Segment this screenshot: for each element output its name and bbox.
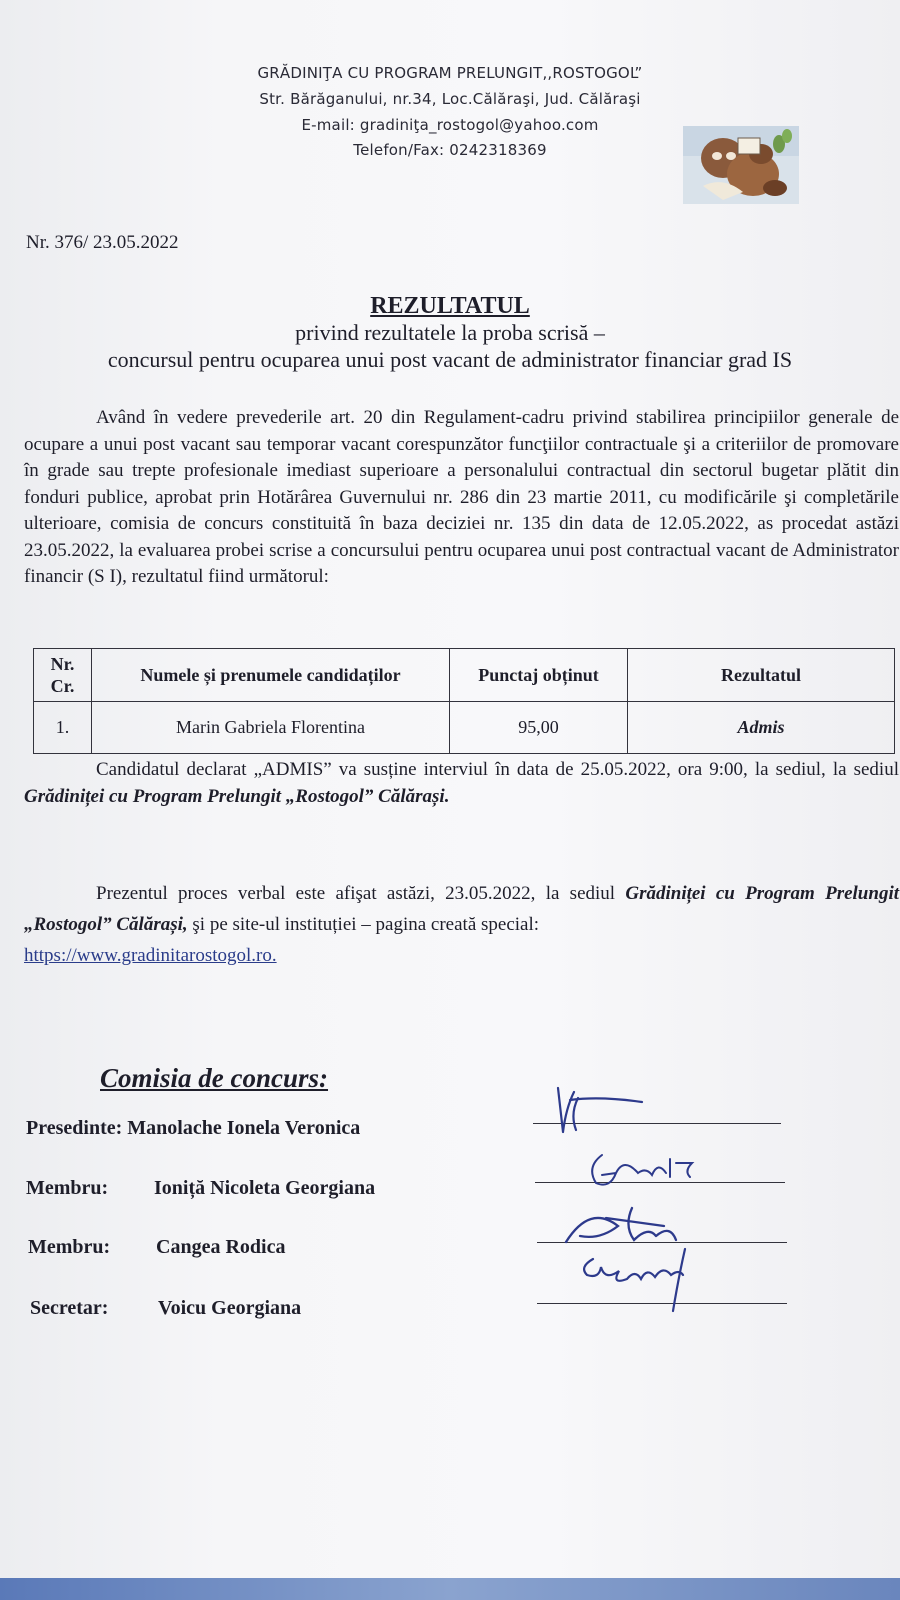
kindergarten-logo-icon [683,126,799,204]
committee-member-secretary [30,1297,301,1320]
posting-place: Grădiniței cu Program Prelungit „Rostogol” Călărași, [24,883,900,935]
member-name: Ioniță Nicoleta Georgiana [154,1177,376,1199]
posting-text-2: şi pe site-ul instituției – pagina creată special: [187,914,540,935]
table-header-row [34,649,895,702]
results-table [33,648,895,754]
member-name: Voicu Georgiana [158,1297,302,1319]
body-paragraph [24,405,899,591]
member-role: Membru: [26,1177,109,1199]
row-nr: 1. [34,702,92,754]
row-result: Admis [628,702,895,754]
interview-place: Grădiniței cu Program Prelungit „Rostogol” Călărași. [24,785,450,807]
committee-member-2 [28,1236,285,1259]
institution-email: E-mail: gradiniţa_rostogol@yahoo.com [301,116,599,134]
member-name: Cangea Rodica [156,1236,286,1258]
member-role: Presedinte: [26,1117,123,1139]
member-name: Manolache Ionela Veronica [127,1117,361,1139]
institution-phone: Telefon/Fax: 0242318369 [353,141,547,159]
institution-address: Str. Bărăganului, nr.34, Loc.Călăraşi, Jud. Călăraşi [259,90,641,108]
column-header-nr: Nr. Cr. [34,649,92,702]
member-role: Membru: [28,1236,111,1258]
interview-paragraph [24,757,899,810]
committee-member-1 [26,1177,375,1200]
body-paragraph-text: Având în vedere prevederile art. 20 din Regulament-cadru privind stabilirea principiilor generale de ocupare a unui post vacant sau temporar vacant corespunzător funcţiilor contractuale şi a criteriilor de promovare în grade sau trepte profesionale imediast superioare a personalului contractual din sectorul bugetar plătit din fonduri publice, aprobat prin Hotărârea Guvernului nr. 286 din 23 martie 2011, cu modificările şi completările ulterioare, comisia de concurs constituită în baza deciziei nr. 135 din data de 12.05.2022, as procedat astăzi 23.05.2022, la evaluarea probei scrise a concursului pentru ocuparea unui post contractual vacant de Administrator financir (S I), rezultatul fiind următorul: [24,407,899,587]
committee-member-president [26,1117,360,1140]
column-header-name: Numele și prenumele candidaților [92,649,450,702]
subtitle-line-1: privind rezultatele la proba scrisă – [295,320,605,345]
signature-president [530,1080,660,1140]
page-title: REZULTATUL [370,293,530,319]
institution-name: GRĂDINIŢA CU PROGRAM PRELUNGIT,,ROSTOGOL” [257,64,643,82]
row-candidate-name: Marin Gabriela Florentina [92,702,450,754]
committee-title: Comisia de concurs: [100,1063,329,1093]
column-header-score: Punctaj obținut [450,649,628,702]
table-row [34,702,895,754]
subtitle-line-2: concursul pentru ocuparea unui post vacant de administrator financiar grad IS [107,347,793,372]
registration-number: Nr. 376/ 23.05.2022 [26,232,179,253]
member-role: Secretar: [30,1297,109,1319]
row-score: 95,00 [450,702,628,754]
photo-bottom-edge [0,1578,900,1600]
interview-text: Candidatul declarat „ADMIS” va susține interviul în data de 25.05.2022, ora 9:00, la sediul, la sediul [96,759,899,780]
institution-website-link[interactable]: https://www.gradinitarostogol.ro. [24,945,277,966]
signature-member-1 [580,1137,710,1197]
posting-text-1: Prezentul proces verbal este afişat astăzi, 23.05.2022, la sediul [96,883,626,904]
column-header-result: Rezultatul [628,649,895,702]
posting-paragraph [24,878,899,971]
signature-secretary [575,1245,715,1325]
